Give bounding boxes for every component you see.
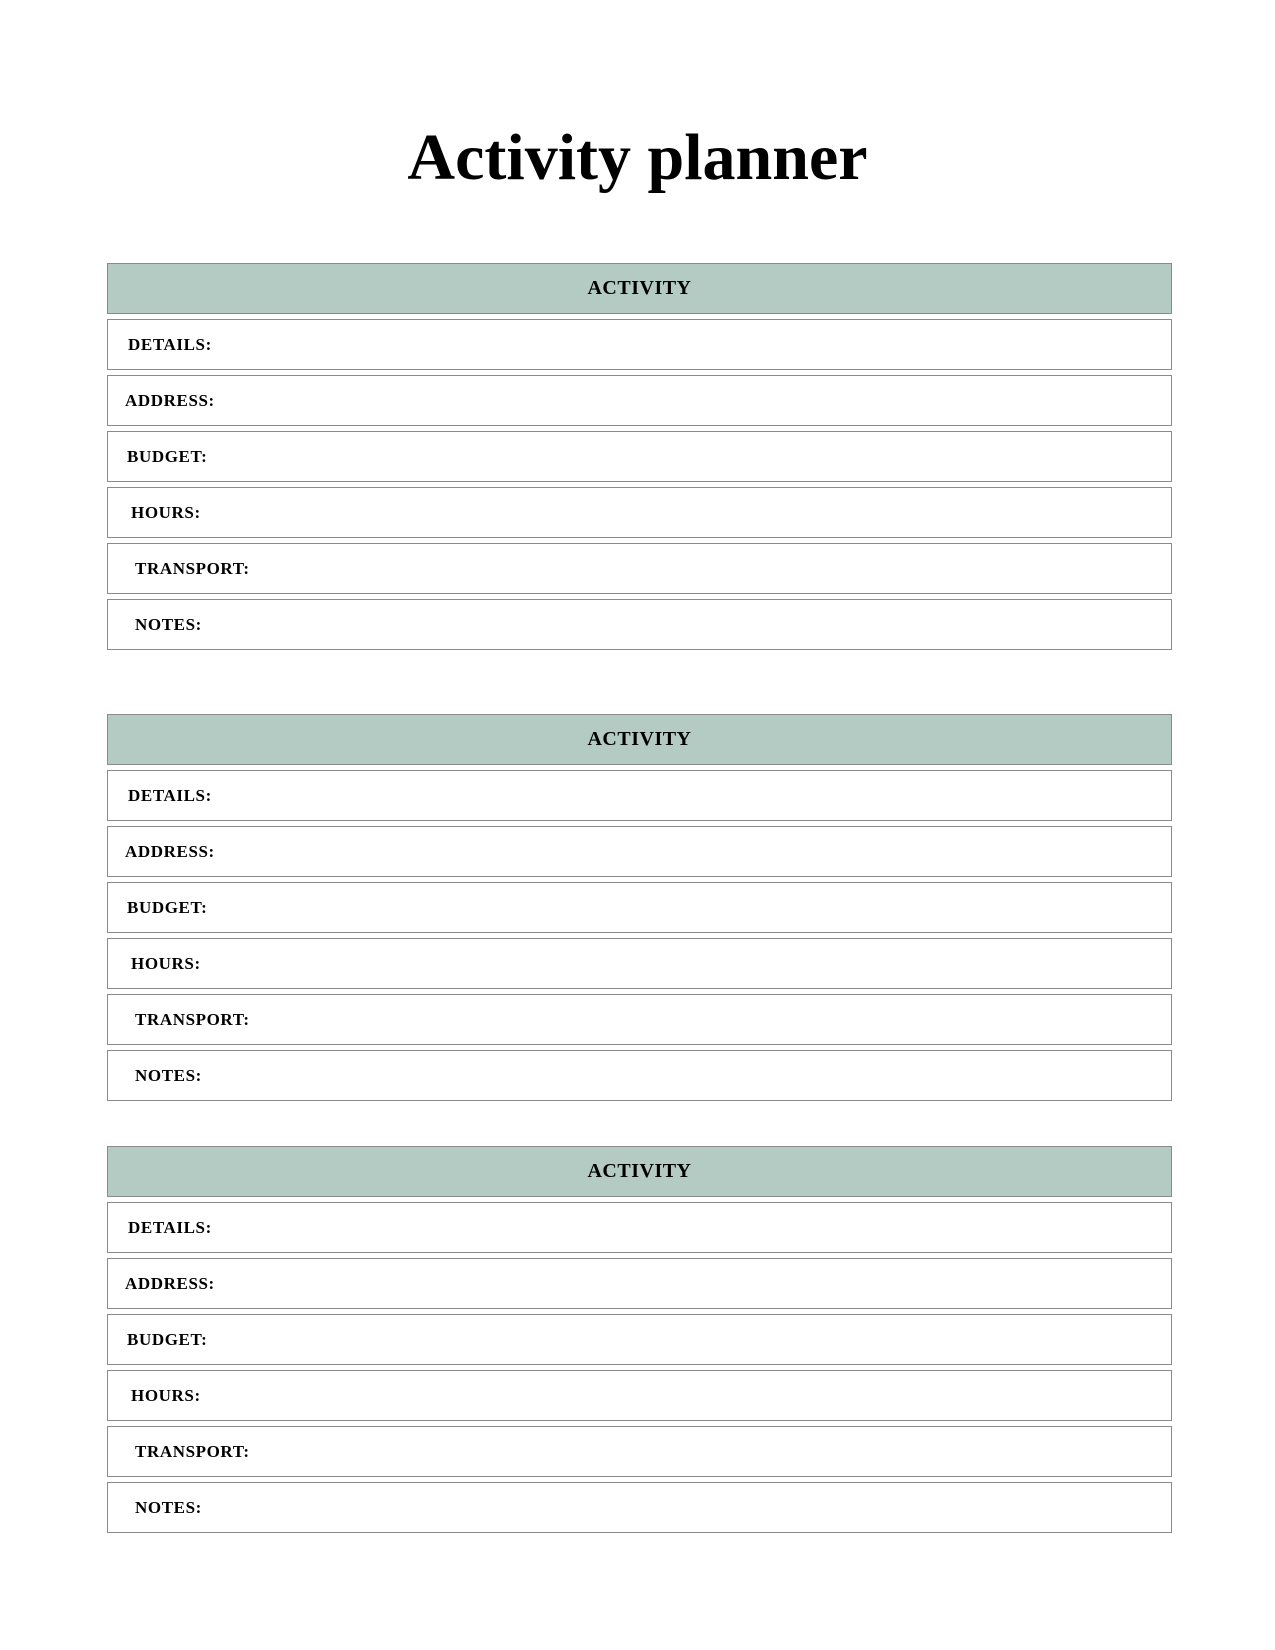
notes-label: NOTES: (135, 1065, 202, 1085)
notes-field[interactable] (107, 599, 1172, 650)
transport-field[interactable] (107, 543, 1172, 594)
budget-field[interactable] (107, 431, 1172, 482)
activity-block (107, 1146, 1172, 1533)
details-label: DETAILS: (128, 334, 212, 354)
activity-header: ACTIVITY (107, 1146, 1172, 1197)
transport-label: TRANSPORT: (135, 558, 250, 578)
details-field[interactable] (107, 770, 1172, 821)
address-label: ADDRESS: (125, 390, 215, 410)
address-field[interactable] (107, 826, 1172, 877)
hours-label: HOURS: (131, 1385, 201, 1405)
hours-label: HOURS: (131, 953, 201, 973)
budget-label: BUDGET: (127, 897, 208, 917)
page-title: Activity planner (407, 121, 868, 194)
hours-label: HOURS: (131, 502, 201, 522)
transport-label: TRANSPORT: (135, 1441, 250, 1461)
transport-field[interactable] (107, 994, 1172, 1045)
budget-field[interactable] (107, 882, 1172, 933)
budget-label: BUDGET: (127, 1329, 208, 1349)
hours-field[interactable] (107, 938, 1172, 989)
details-field[interactable] (107, 1202, 1172, 1253)
hours-field[interactable] (107, 487, 1172, 538)
activity-header: ACTIVITY (107, 263, 1172, 314)
budget-label: BUDGET: (127, 446, 208, 466)
activity-block (107, 714, 1172, 1101)
address-label: ADDRESS: (125, 1273, 215, 1293)
budget-field[interactable] (107, 1314, 1172, 1365)
activity-header: ACTIVITY (107, 714, 1172, 765)
transport-field[interactable] (107, 1426, 1172, 1477)
details-field[interactable] (107, 319, 1172, 370)
notes-field[interactable] (107, 1482, 1172, 1533)
address-label: ADDRESS: (125, 841, 215, 861)
address-field[interactable] (107, 1258, 1172, 1309)
notes-label: NOTES: (135, 614, 202, 634)
transport-label: TRANSPORT: (135, 1009, 250, 1029)
details-label: DETAILS: (128, 785, 212, 805)
activity-block (107, 263, 1172, 650)
hours-field[interactable] (107, 1370, 1172, 1421)
notes-field[interactable] (107, 1050, 1172, 1101)
notes-label: NOTES: (135, 1497, 202, 1517)
details-label: DETAILS: (128, 1217, 212, 1237)
address-field[interactable] (107, 375, 1172, 426)
